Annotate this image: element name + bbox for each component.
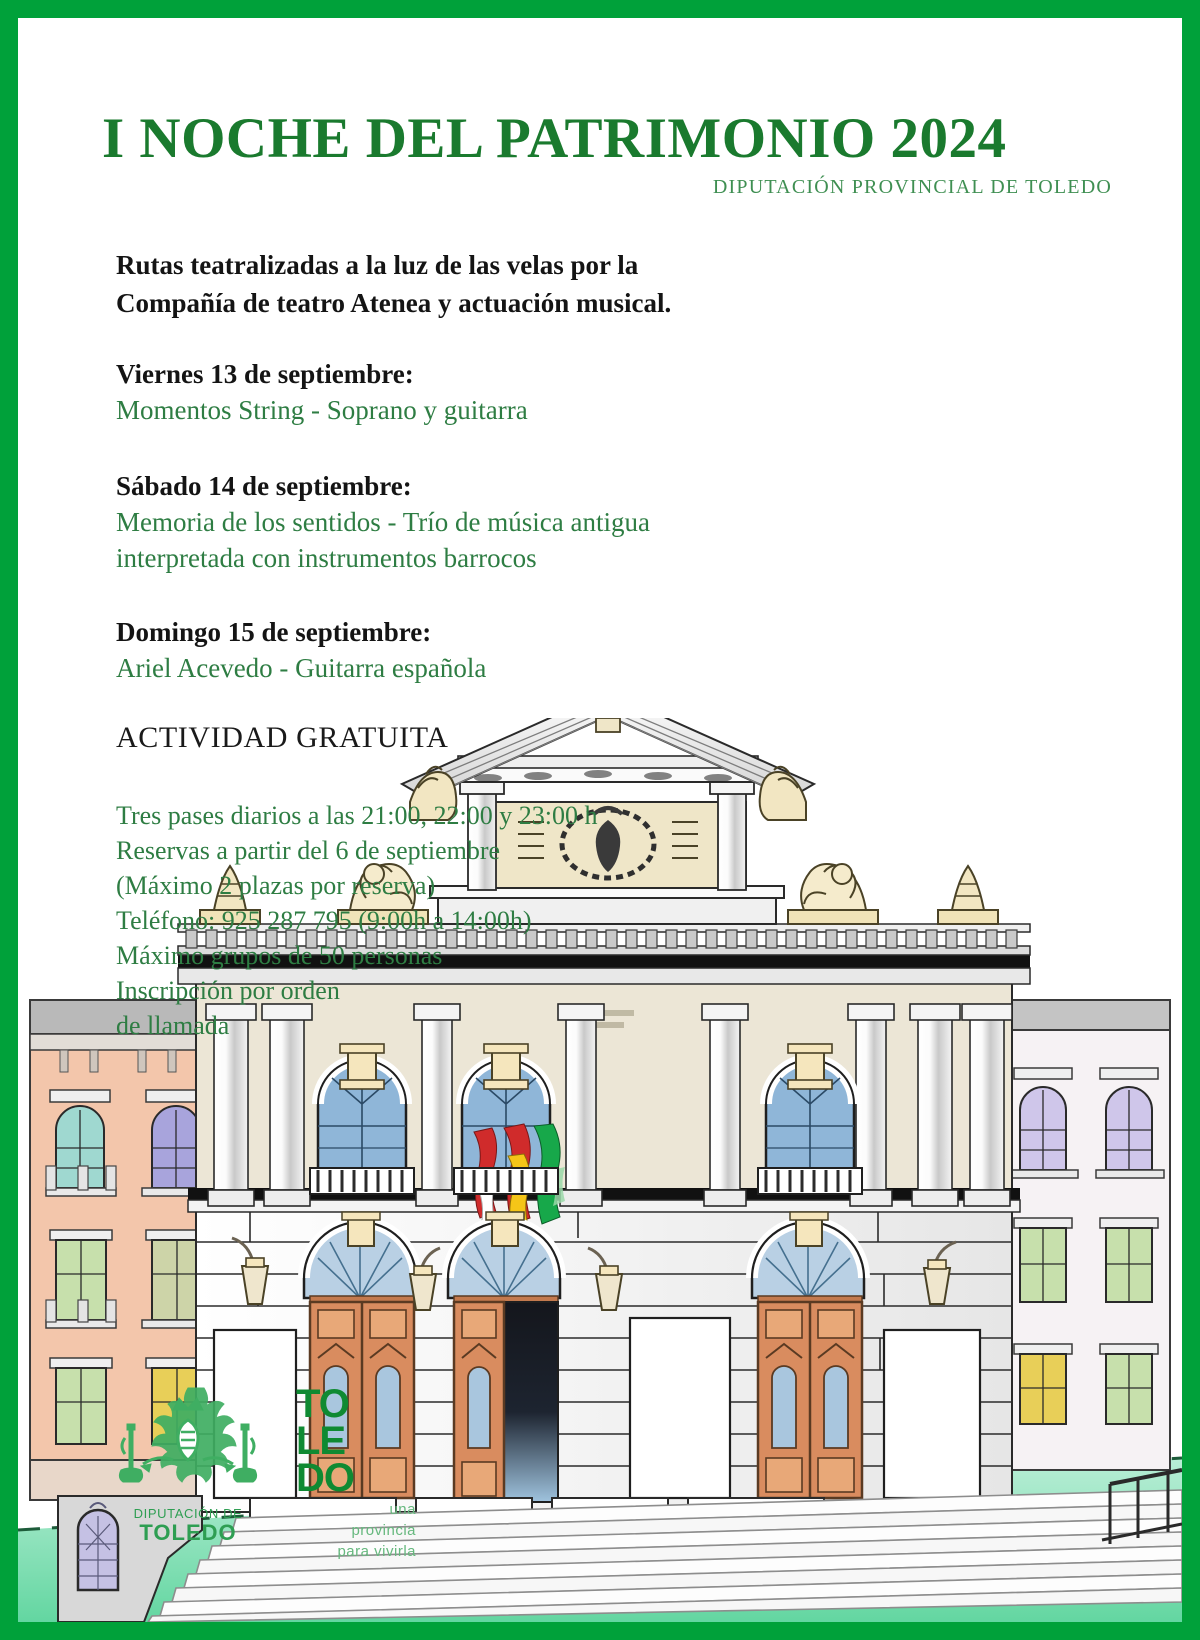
- detail-registration-2: de llamada: [116, 1011, 230, 1040]
- program-description: Memoria de los sentidos - Trío de música antigua: [116, 507, 650, 537]
- page-subtitle: DIPUTACIÓN PROVINCIAL DE TOLEDO: [712, 176, 1112, 198]
- free-activity-label: ACTIVIDAD GRATUITA: [116, 721, 449, 754]
- toledo-tagline-1: una: [389, 1501, 416, 1518]
- program-description: Ariel Acevedo - Guitarra española: [116, 653, 487, 683]
- program-day-label: Viernes 13 de septiembre:: [116, 359, 414, 389]
- toledo-brand-line2: LE: [296, 1419, 346, 1463]
- right-wing: [990, 1000, 1170, 1470]
- detail-max-group: Máximo grupos de 50 personas: [116, 941, 443, 970]
- logo-diputacion-toledo: [113, 1376, 263, 1545]
- detail-registration-1: Inscripción por orden: [116, 976, 340, 1005]
- detail-max-places: (Máximo 2 plazas por reserva): [116, 871, 436, 900]
- detail-schedule: Tres pases diarios a las 21:00, 22:00 y 23:00 h: [116, 801, 598, 830]
- coat-of-arms-icon: [113, 1376, 263, 1504]
- poster-inner: [18, 18, 1182, 1622]
- program-day-label: Sábado 14 de septiembre:: [116, 471, 412, 501]
- booking-details: [116, 798, 716, 1043]
- toledo-tagline-2: provincia: [351, 1522, 416, 1539]
- toledo-tagline-3: para vivirla: [337, 1543, 416, 1560]
- program-day-label: Domingo 15 de septiembre:: [116, 617, 432, 647]
- program-description-cont: interpretada con instrumentos barrocos: [116, 543, 537, 573]
- program-entry-friday: [116, 356, 836, 428]
- program-description: Momentos String - Soprano y guitarra: [116, 395, 528, 425]
- logo-diputacion-line1: DIPUTACIÓN DE: [133, 1506, 243, 1521]
- logo-toledo-brand: [296, 1382, 416, 1560]
- toledo-brand-line1: TO: [296, 1382, 349, 1426]
- logo-diputacion-line2: TOLEDO: [139, 1520, 237, 1545]
- detail-reservation-start: Reservas a partir del 6 de septiembre: [116, 836, 501, 865]
- toledo-brand-line3: DO: [296, 1456, 354, 1500]
- program-entry-saturday: [116, 468, 836, 576]
- program-entry-sunday: [116, 614, 836, 686]
- intro-line-2: Compañía de teatro Atenea y actuación musical.: [116, 288, 672, 318]
- page-title: I NOCHE DEL PATRIMONIO 2024: [102, 107, 1007, 170]
- intro-paragraph: [116, 246, 816, 322]
- intro-line-1: Rutas teatralizadas a la luz de las velas por la: [116, 250, 639, 280]
- detail-phone: Teléfono: 925 287 795 (9:00h a 14:00h): [116, 906, 532, 935]
